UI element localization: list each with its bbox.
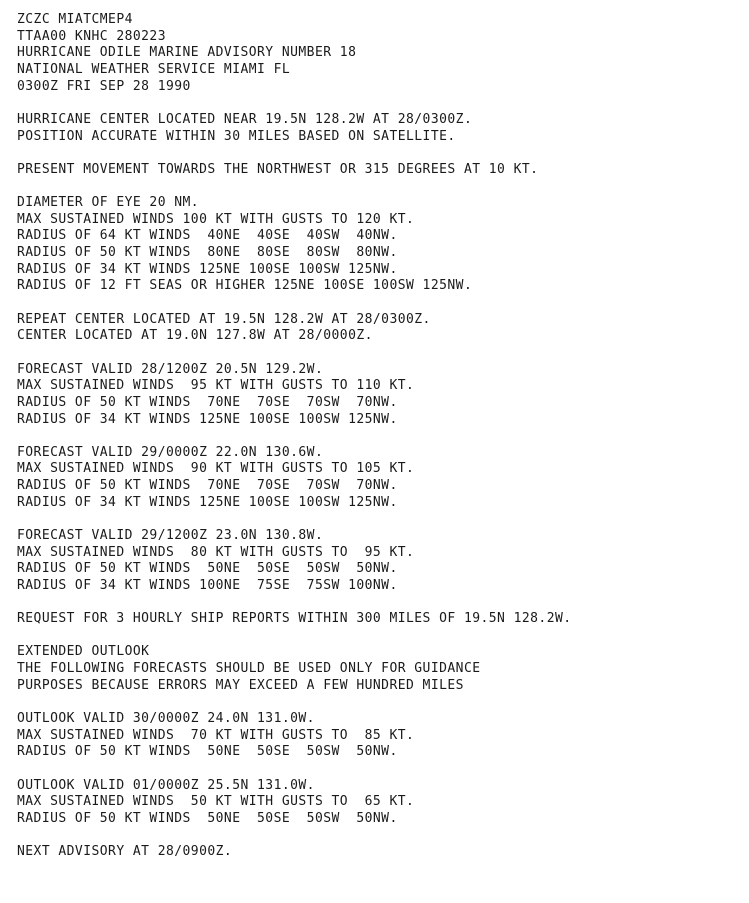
text-line: RADIUS OF 34 KT WINDS 100NE 75SE 75SW 100NW.: [17, 578, 398, 594]
text-line: MAX SUSTAINED WINDS 70 KT WITH GUSTS TO 85 KT.: [17, 727, 415, 743]
text-line: NEXT ADVISORY AT 28/0900Z.: [17, 844, 233, 860]
text-line: RADIUS OF 50 KT WINDS 70NE 70SE 70SW 70NW.: [17, 394, 398, 410]
next-advisory-block: [17, 844, 742, 861]
repeat-center-block: [17, 312, 742, 345]
text-line: RADIUS OF 50 KT WINDS 70NE 70SE 70SW 70NW.: [17, 478, 398, 494]
header-line: HURRICANE ODILE MARINE ADVISORY NUMBER 18: [17, 45, 357, 61]
text-line: RADIUS OF 34 KT WINDS 125NE 100SE 100SW 125NW.: [17, 494, 398, 510]
text-line: REPEAT CENTER LOCATED AT 19.5N 128.2W AT 28/0300Z.: [17, 311, 431, 327]
header-line: ZCZC MIATCMEP4: [17, 12, 133, 27]
text-line: RADIUS OF 34 KT WINDS 125NE 100SE 100SW 125NW.: [17, 411, 398, 427]
text-line: MAX SUSTAINED WINDS 100 KT WITH GUSTS TO 120 KT.: [17, 211, 415, 227]
text-line: MAX SUSTAINED WINDS 90 KT WITH GUSTS TO 105 KT.: [17, 461, 415, 477]
header-block: [17, 12, 742, 95]
text-line: RADIUS OF 12 FT SEAS OR HIGHER 125NE 100SE 100SW 125NW.: [17, 278, 473, 294]
extended-outlook-block: [17, 644, 742, 694]
outlook-block-1: [17, 711, 742, 761]
forecast-block-3: [17, 528, 742, 595]
text-line: OUTLOOK VALID 30/0000Z 24.0N 131.0W.: [17, 711, 315, 726]
center-location-block: [17, 112, 742, 145]
text-line: RADIUS OF 50 KT WINDS 50NE 50SE 50SW 50NW.: [17, 810, 398, 826]
text-line: RADIUS OF 50 KT WINDS 50NE 50SE 50SW 50NW.: [17, 561, 398, 577]
text-line: CENTER LOCATED AT 19.0N 127.8W AT 28/0000Z.: [17, 328, 373, 344]
text-line: FORECAST VALID 29/1200Z 23.0N 130.8W.: [17, 528, 324, 543]
text-line: MAX SUSTAINED WINDS 50 KT WITH GUSTS TO 65 KT.: [17, 794, 415, 810]
text-line: PRESENT MOVEMENT TOWARDS THE NORTHWEST OR 315 DEGREES AT 10 KT.: [17, 161, 539, 177]
forecast-block-2: [17, 445, 742, 512]
text-line: EXTENDED OUTLOOK: [17, 644, 150, 660]
movement-block: [17, 162, 742, 179]
text-line: PURPOSES BECAUSE ERRORS MAY EXCEED A FEW HUNDRED MILES: [17, 677, 464, 693]
ship-reports-block: [17, 611, 742, 628]
text-line: RADIUS OF 34 KT WINDS 125NE 100SE 100SW 125NW.: [17, 261, 398, 277]
header-line: TTAA00 KNHC 280223: [17, 28, 166, 44]
text-line: DIAMETER OF EYE 20 NM.: [17, 195, 200, 210]
text-line: RADIUS OF 50 KT WINDS 50NE 50SE 50SW 50NW.: [17, 744, 398, 760]
marine-advisory-document: [17, 12, 742, 877]
text-line: FORECAST VALID 28/1200Z 20.5N 129.2W.: [17, 361, 324, 377]
text-line: MAX SUSTAINED WINDS 95 KT WITH GUSTS TO 110 KT.: [17, 378, 415, 394]
text-line: MAX SUSTAINED WINDS 80 KT WITH GUSTS TO 95 KT.: [17, 544, 415, 560]
text-line: OUTLOOK VALID 01/0000Z 25.5N 131.0W.: [17, 777, 315, 793]
text-line: HURRICANE CENTER LOCATED NEAR 19.5N 128.2W AT 28/0300Z.: [17, 111, 473, 127]
header-line: NATIONAL WEATHER SERVICE MIAMI FL: [17, 62, 291, 78]
text-line: FORECAST VALID 29/0000Z 22.0N 130.6W.: [17, 444, 324, 460]
current-intensity-block: [17, 195, 742, 295]
text-line: THE FOLLOWING FORECASTS SHOULD BE USED ONLY FOR GUIDANCE: [17, 661, 481, 677]
header-line: 0300Z FRI SEP 28 1990: [17, 78, 191, 94]
text-line: REQUEST FOR 3 HOURLY SHIP REPORTS WITHIN 300 MILES OF 19.5N 128.2W.: [17, 611, 572, 627]
text-line: RADIUS OF 64 KT WINDS 40NE 40SE 40SW 40NW.: [17, 228, 398, 244]
outlook-block-2: [17, 778, 742, 828]
text-line: POSITION ACCURATE WITHIN 30 MILES BASED ON SATELLITE.: [17, 128, 456, 144]
text-line: RADIUS OF 50 KT WINDS 80NE 80SE 80SW 80NW.: [17, 245, 398, 261]
forecast-block-1: [17, 362, 742, 429]
